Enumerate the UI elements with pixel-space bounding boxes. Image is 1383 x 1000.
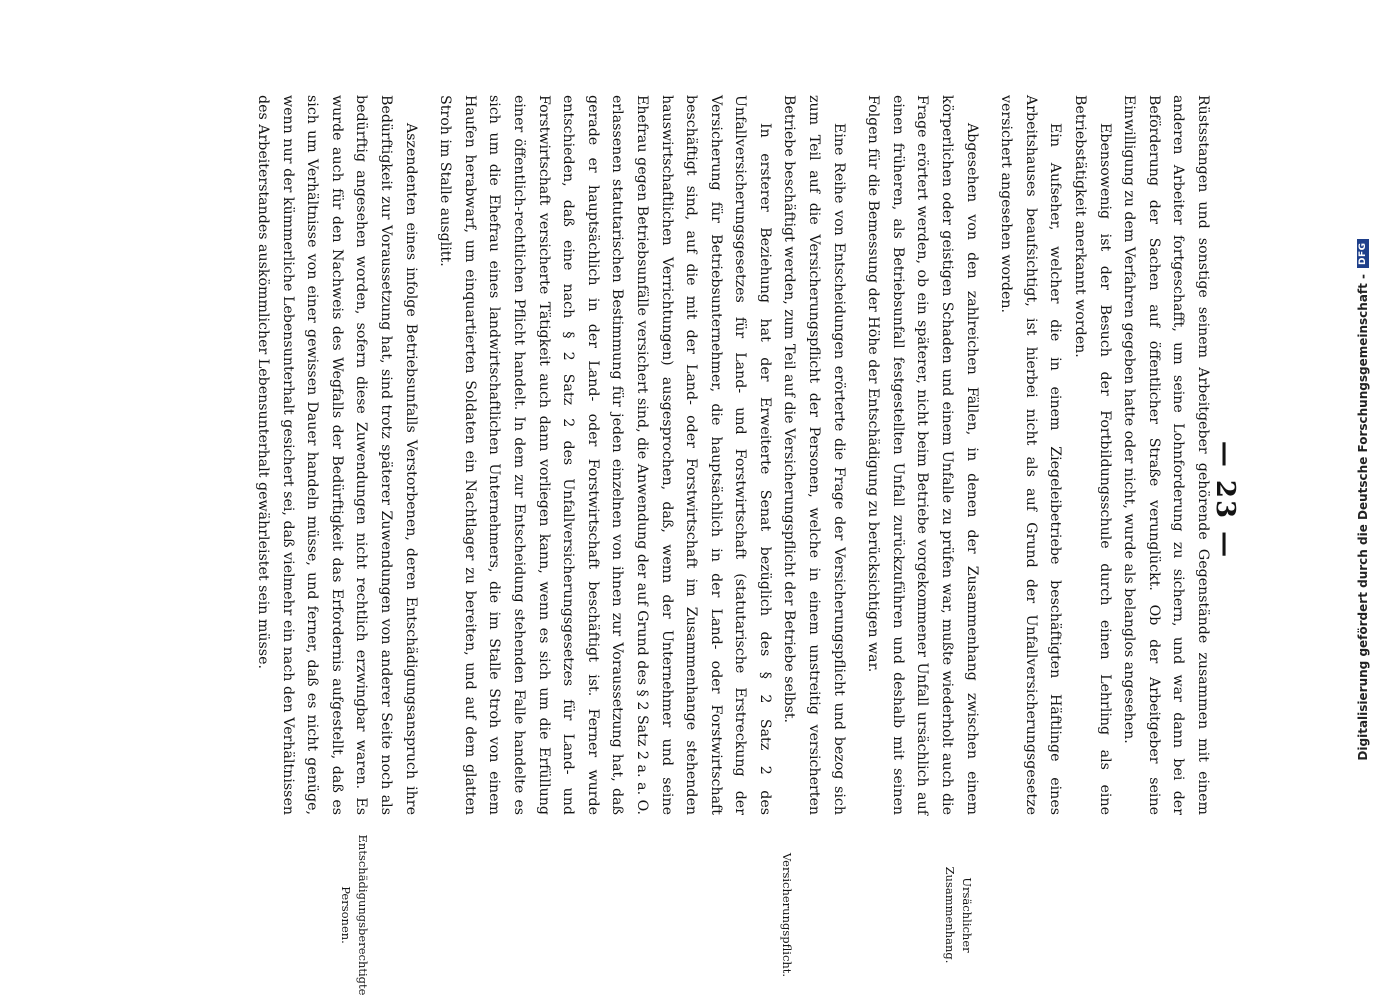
paragraph: Ebensowenig ist der Besuch der Fortbildungsschule durch einen Lehrling als eine Betriebstätigkeit anerkannt worden. — [1072, 95, 1113, 815]
digitization-footer — [1348, 5, 1378, 995]
margin-note: Ursächlicher Zusammenhang. — [943, 866, 974, 964]
paragraph: Aszendenten eines infolge Betriebsunfalls Verstorbenen, deren Entschädigungsanspruch ihre Bedürftigkeit zur Voraussetzung hat, sind trotz späterer Zuwendungen von anderer Seite noch als bedürftig angesehen worden, sofern diese Zuwendungen nicht rechtlich erzwingbar waren. Es wurde auch für den Nachweis des Wegfalls der Bedürftigkeit das Erfordernis aufgestellt, daß es sich um Verhältnisse von einer gewissen Dauer handeln müsse, und ferner, daß es nicht genüge, wenn nur der kümmerliche Lebensunterhalt gesichert sei, daß vielmehr ein nach den Verhältnissen des Arbeiterstandes auskömmlicher Lebensunterhalt gewährleistet sein müsse. — [255, 95, 419, 815]
paragraph: Rüstsstangen und sonstige seinem Arbeitgeber gehörende Gegenstände zusammen mit einem anderen Arbeiter fortgeschafft, um seine Lohnforderung zu sichern, und war dann bei der Beförderung der Sachen auf öffentlicher Straße verunglückt. Ob der Arbeitgeber seine Einwilligung zu dem Verfahren gegeben hatte oder nicht, wurde als belanglos angesehen. — [1121, 95, 1211, 815]
page-number: — 23 — — [1210, 440, 1240, 560]
paragraph: Abgesehen von den zahlreichen Fällen, in denen der Zusammenhang zwischen einem körperlichen oder geistigen Schaden und einem Unfalle zu prüfen war, mußte wiederholt auch die Frage erörtert werden, ob ein späterer, nicht beim Betriebe vorgekommener Unfall ursächlich auf einen früheren, als Betriebsunfall festgestellten Unfall zurückzuführen und deshalb mit seinen Folgen für die Bemessung der Höhe der Entschädigung zu berücksichtigen war. — [865, 95, 980, 815]
margin-note: Versicherungspflicht. — [780, 852, 794, 978]
footer-text: Digitalisierung gefördert durch die Deutsche Forschungsgemeinschaft - — [1356, 273, 1370, 761]
margin-note: Entschädigungsberechtigte Personen. — [339, 834, 370, 996]
body-text — [250, 95, 1215, 815]
paragraph: In ersterer Beziehung hat der Erweiterte Senat bezüglich des § 2 Satz 2 des Unfallversicherungsgesetzes für Land- und Forstwirtschaft (statutarische Erstreckung der Versicherung für Betriebsunternehmer, die hauptsächlich in der Land- oder Forstwirtschaft beschäftigt sind, auf die mit der Land- oder Forstwirtschaft im Zusammenhange stehenden hauswirtschaftlichen Verrichtungen) ausgesprochen, daß, wenn der Unternehmer und seine Ehefrau gegen Betriebsunfälle versichert sind, die Anwendung der auf Grund des § 2 Satz 2 a. a. O. erlassenen statutarischen Bestimmung für jeden einzelnen von ihnen zur Voraussetzung hat, daß gerade er hauptsächlich in der Land- oder Forstwirtschaft beschäftigt ist. Ferner wurde entschieden, daß eine nach § 2 Satz 2 des Unfallversicherungsgesetzes für Land- und Forstwirtschaft versicherte Tätigkeit auch dann vorliegen kann, wenn es sich um die Erfüllung einer öffentlich-rechtlichen Pflicht handelt. In dem zur Entscheidung stehenden Falle handelte es sich um die Ehefrau eines landwirtschaftlichen Unternehmers, die im Stalle Stroh von einem Haufen herabwarf, um einquartierten Soldaten ein Nachtlager zu bereiten, und auf dem glatten Stroh im Stalle ausglitt. — [437, 95, 773, 815]
paragraph: Eine Reihe von Entscheidungen erörterte die Frage der Versicherungspflicht und bezog sich zum Teil auf die Versicherungspflicht der Personen, welche in einem unstreitig versicherten Betriebe beschäftigt werden, zum Teil auf die Versicherungspflicht der Betriebe selbst. — [781, 95, 847, 815]
dfg-logo: DFG — [1357, 239, 1369, 268]
paragraph: Ein Aufseher, welcher die in einem Ziegeleibetriebe beschäftigten Häftlinge eines Arbeitshauses beaufsichtigt, ist hierbei nicht als auf Grund der Unfallversicherungsgesetze versichert angesehen worden. — [998, 95, 1064, 815]
